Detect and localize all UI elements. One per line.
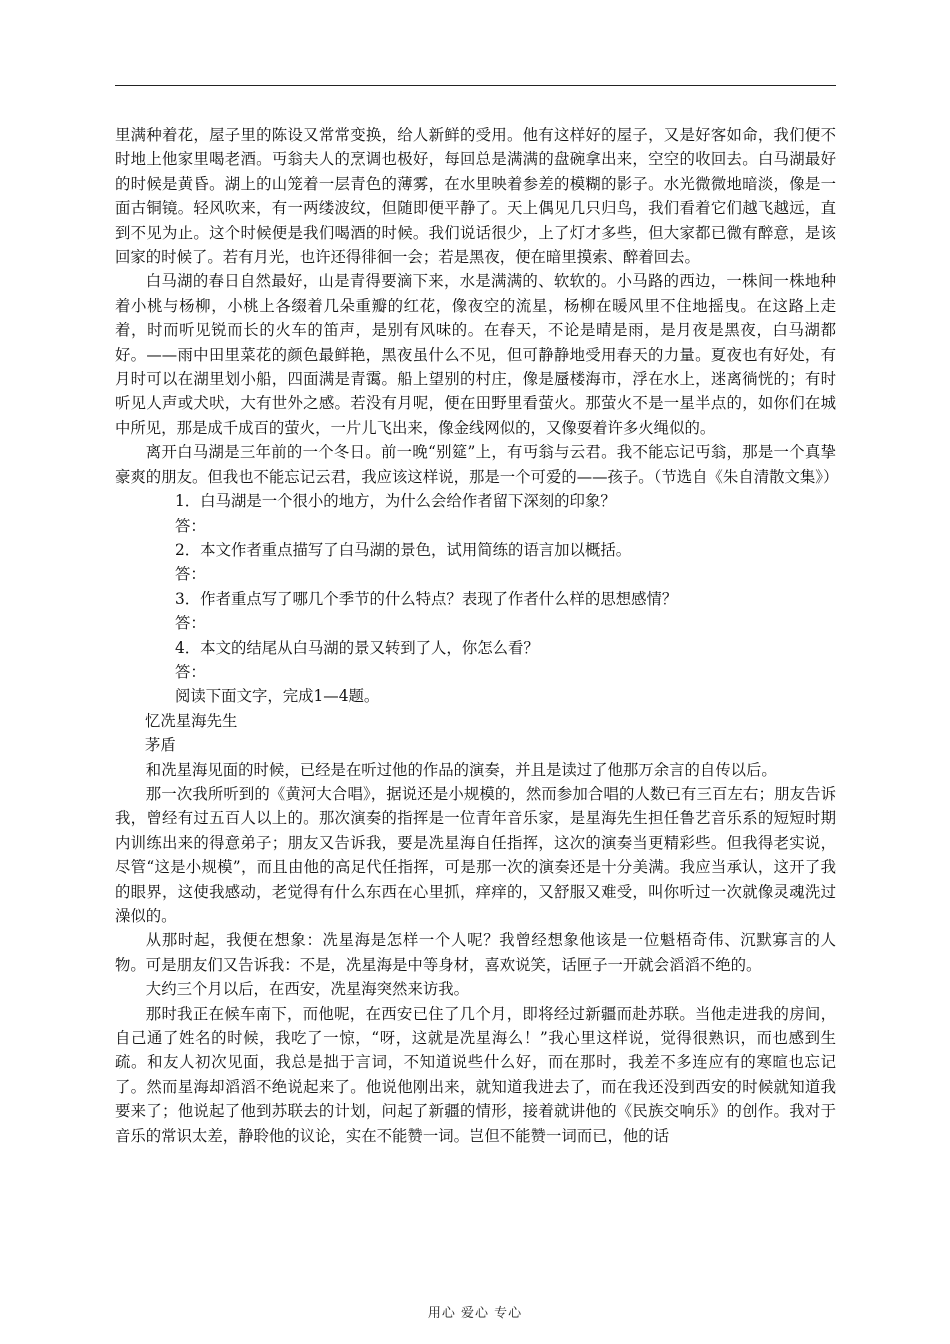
question-line: 3．作者重点写了哪几个季节的什么特点？表现了作者什么样的思想感情？: [175, 589, 678, 608]
paragraph: 那一次我所听到的《黄河大合唱》，据说还是小规模的，然而参加合唱的人数已有三百左右；朋友告诉我，曾经有过五百人以上的。那次演奏的指挥是一位青年音乐家，是星海先生担任鲁艺音乐系的短短时期内训练出来的得意弟子；朋友又告诉我，要是冼星海自任指挥，这次的演奏当更精彩些。但我得老实说，尽管“这是小规模”，而且由他的高足代任指挥，可是那一次的演奏还是十分美满。我应当承认，这开了我的眼界，这使我感动，老觉得有什么东西在心里抓，痒痒的，又舒服又难受，叫你听过一次就像灵魂洗过澡似的。: [115, 784, 836, 925]
paragraph: 那时我正在候车南下，而他呢，在西安已住了几个月，即将经过新疆而赴苏联。当他走进我的房间，自己通了姓名的时候，我吃了一惊，“呀，这就是冼星海么！”我心里这样说，觉得很熟识，而也感到生疏。和友人初次见面，我总是拙于言词，不知道说些什么好，而在那时，我差不多连应有的寒暄也忘记了。然而星海却滔滔不绝说起来了。他说他刚出来，就知道我进去了，而在我还没到西安的时候就知道我要来了；他说起了他到苏联去的计划，问起了新疆的情形，接着就讲他的《民族交响乐》的创作。我对于音乐的常识太差，静聆他的议论，实在不能赞一词。岂但不能赞一词而已，他的话: [115, 1004, 836, 1145]
question-line: 答：: [175, 614, 206, 633]
question-line: 4．本文的结尾从白马湖的景又转到了人，你怎么看？: [175, 638, 539, 657]
paragraph: 离开白马湖是三年前的一个冬日。前一晚“别筵”上，有丏翁与云君。我不能忘记丏翁，那是一个真挚豪爽的朋友。但我也不能忘记云君，我应该这样说，那是一个可爱的——孩子。（节选自《朱自清散文集》）: [115, 443, 839, 486]
paragraph: 里满种着花，屋子里的陈设又常常变换，给人新鲜的受用。他有这样好的屋子，又是好客如命，我们便不时地上他家里喝老酒。丏翁夫人的烹调也极好，每回总是满满的盘碗拿出来，空空的收回去。白马湖最好的时候是黄昏。湖上的山笼着一层青色的薄雾，在水里映着参差的模糊的影子。水光微微地暗淡，像是一面古铜镜。轻风吹来，有一两缕波纹，但随即便平静了。天上偶见几只归鸟，我们看着它们越飞越远，直到不见为止。这个时候便是我们喝酒的时候。我们说话很少，上了灯才多些，但大家都已微有醉意，是该回家的时候了。若有月光，也许还得徘徊一会；若是黑夜，便在暗里摸索、醉着回去。: [115, 126, 836, 267]
paragraph: 大约三个月以后，在西安，冼星海突然来访我。: [145, 980, 470, 999]
question-line: 答：: [175, 516, 206, 535]
article-title: 茅盾: [145, 736, 176, 755]
question-line: 2．本文作者重点描写了白马湖的景色，试用简练的语言加以概括。: [175, 540, 632, 559]
article-title: 忆冼星海先生: [145, 711, 238, 730]
paragraph: 和冼星海见面的时候，已经是在听过他的作品的演奏，并且是读过了他那万余言的自传以后。: [145, 760, 777, 779]
question-line: 1．白马湖是一个很小的地方，为什么会给作者留下深刻的印象？: [175, 492, 616, 511]
paragraph: 白马湖的春日自然最好，山是青得要滴下来，水是满满的、软软的。小马路的西边，一株间一株地种着小桃与杨柳，小桃上各缀着几朵重瓣的红花，像夜空的流星，杨柳在暖风里不住地摇曳。在这路上走着，时而听见锐而长的火车的笛声，是别有风味的。在春天，不论是晴是雨，是月夜是黑夜，白马湖都好。——雨中田里菜花的颜色最鲜艳，黑夜虽什么不见，但可静静地受用春天的力量。夏夜也有好处，有月时可以在湖里划小船，四面满是青霭。船上望别的村庄，像是蜃楼海市，浮在水上，迷离徜恍的；有时听见人声或犬吠，大有世外之感。若没有月呢，便在田野里看萤火。那萤火不是一星半点的，如你们在城中所见，那是成千成百的萤火，一片儿飞出来，像金线网似的，又像耍着许多火绳似的。: [115, 272, 836, 437]
question-line: 答：: [175, 662, 206, 681]
page-footer: 用心 爱心 专心: [427, 1306, 523, 1321]
header-rule: [115, 85, 836, 86]
question-line: 答：: [175, 565, 206, 584]
document-body: [115, 123, 839, 1148]
paragraph: 从那时起，我便在想象：冼星海是怎样一个人呢？我曾经想象他该是一位魁梧奇伟、沉默寡言的人物。可是朋友们又告诉我：不是，冼星海是中等身材，喜欢说笑，话匣子一开就会滔滔不绝的。: [115, 931, 836, 974]
question-line: 阅读下面文字，完成1—4题。: [175, 687, 380, 706]
